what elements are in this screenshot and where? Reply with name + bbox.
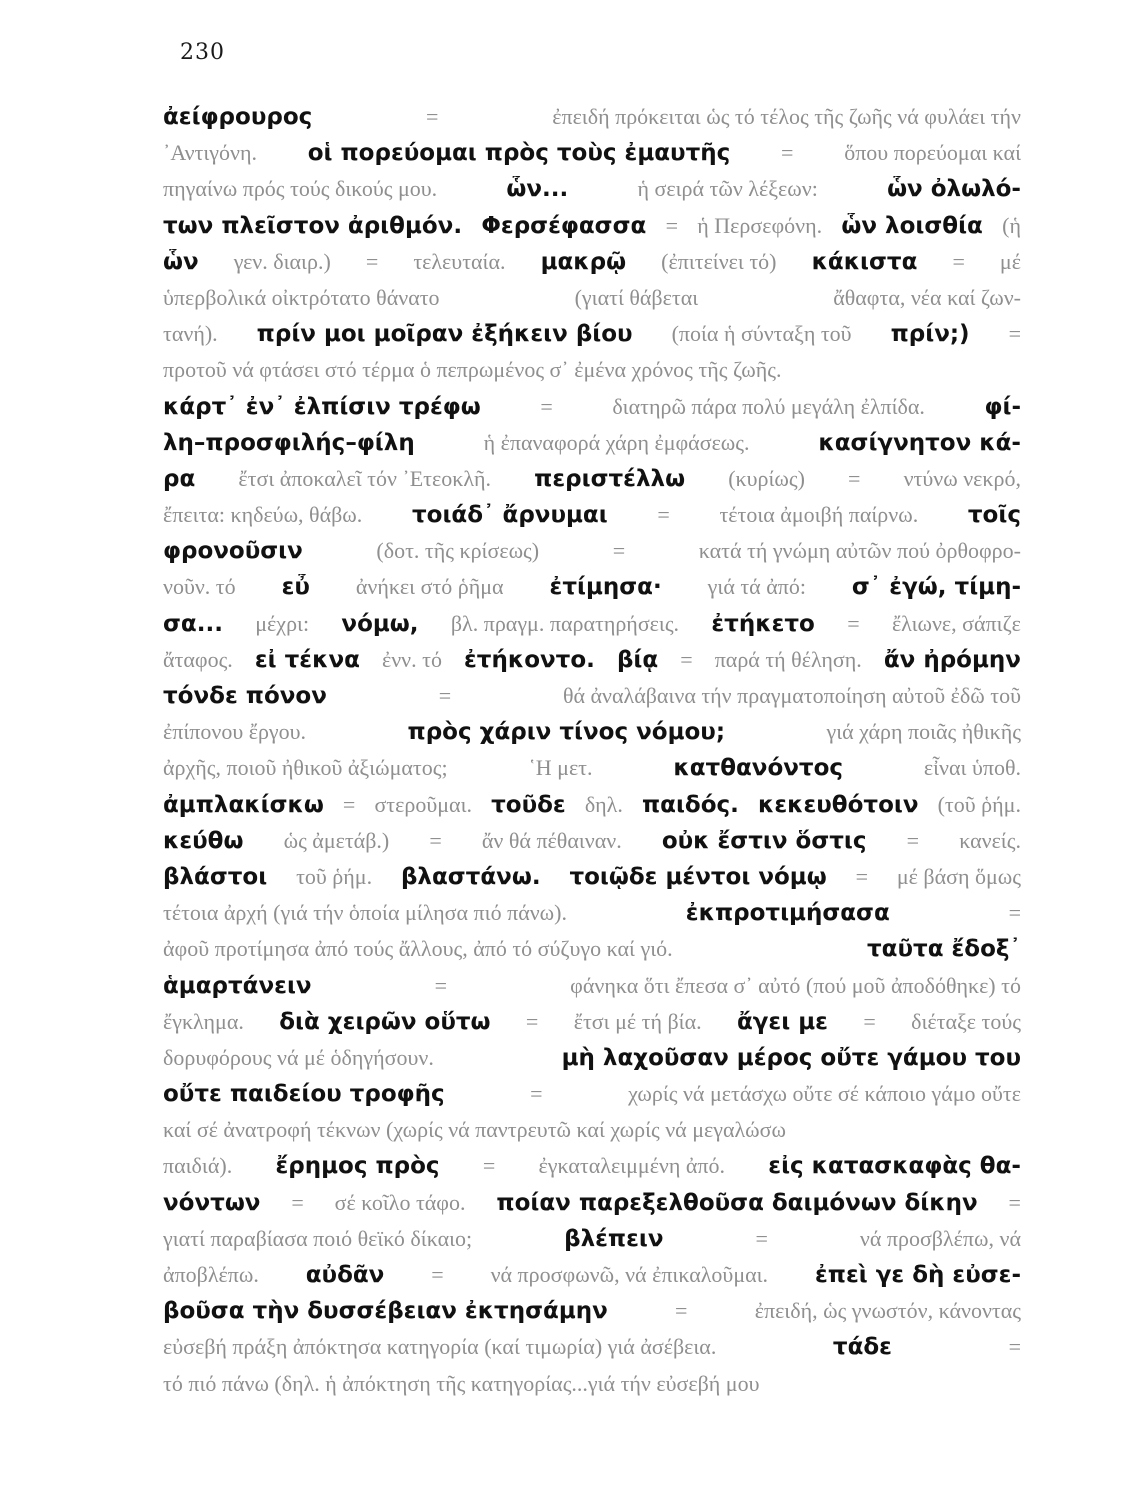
gloss-text: βλ. πραγμ. παρατηρήσεις.	[450, 610, 680, 636]
lemma-term: βλάστοι	[163, 863, 268, 890]
gloss-text: νά προσβλέπω, νά	[859, 1225, 1021, 1251]
gloss-text: τέτοια ἀρχή (γιά τήν ὁποία μίλησα πιό πάνω).	[163, 900, 567, 926]
gloss-text: ῾Η μετ.	[528, 755, 593, 781]
gloss-text: καί σέ ἀνατροφή τέκνων (χωρίς νά παντρευτῶ καί χωρίς νά μεγαλώσω	[163, 1117, 786, 1143]
gloss-text: ὡς ἀμετάβ.)	[283, 827, 390, 853]
gloss-text: μέ βάση ὅμως	[896, 863, 1021, 889]
text-line	[163, 1226, 1021, 1262]
gloss-text: ἐνν. τό	[381, 646, 442, 672]
gloss-text: γεν. διαιρ.)	[233, 248, 331, 274]
text-line	[163, 647, 1021, 683]
gloss-text: τανή).	[163, 321, 218, 347]
lemma-term: νόντων	[163, 1189, 261, 1216]
lemma-term: αὐδᾶν	[305, 1262, 385, 1288]
gloss-text: =	[434, 972, 448, 998]
gloss-text: ἄθαφτα, νέα καί ζων-	[833, 284, 1021, 310]
gloss-text: μέ	[999, 248, 1021, 274]
text-line	[163, 936, 1021, 972]
gloss-text: =	[755, 1225, 768, 1251]
lemma-term: Φερσέφασσα	[481, 212, 647, 239]
lemma-term: ποίαν παρεξελθοῦσα δαιμόνων δίκην	[496, 1189, 978, 1216]
gloss-text: =	[365, 248, 379, 274]
gloss-text: ὅπου πορεύομαι καί	[844, 140, 1021, 166]
gloss-text: =	[952, 248, 965, 274]
lemma-term: ἐτήκοντο.	[464, 646, 595, 673]
gloss-text: (τοῦ ῥήμ.	[937, 791, 1021, 817]
lemma-term: ὧν	[163, 248, 199, 275]
gloss-text: =	[530, 1081, 543, 1107]
gloss-text: δορυφόρους νά μέ ὁδηγήσουν.	[163, 1044, 434, 1070]
lemma-term: κατθανόντος	[673, 755, 844, 782]
gloss-text: =	[657, 502, 670, 528]
lemma-term: ἄν ἠρόμην	[883, 646, 1021, 673]
gloss-text: παρά τή θέληση.	[714, 646, 862, 672]
lemma-term: κάρτ᾿ ἐν᾿ ἐλπίσιν τρέφω	[163, 393, 481, 420]
lemma-term: λη–προσφιλής–φίλη	[163, 429, 415, 456]
gloss-text: χωρίς νά μετάσχω οὔτε σέ κάποιο γάμο οὔτε	[628, 1081, 1021, 1107]
text-line	[163, 104, 1021, 140]
text-line	[163, 466, 1021, 502]
gloss-text: (γιατί θάβεται	[574, 284, 699, 310]
gloss-text: εὐσεβή πράξη ἀπόκτησα κατηγορία (καί τιμωρία) γιά ἀσέβεια.	[163, 1334, 717, 1360]
gloss-text: (ἡ	[1002, 212, 1021, 238]
gloss-text: ὑπερβολικά οἰκτρότατο θάνατο	[163, 284, 440, 310]
text-line	[163, 574, 1021, 610]
lemma-term: κάκιστα	[811, 248, 918, 275]
lemma-term: ἐκπροτιμήσασα	[685, 900, 890, 927]
lemma-term: βοῦσα τὴν δυσσέβειαν ἐκτησάμην	[163, 1298, 608, 1325]
gloss-text: ἄταφος.	[163, 646, 233, 672]
text-line	[163, 140, 1021, 176]
lemma-term: βίᾳ	[616, 646, 659, 673]
gloss-text: =	[675, 1298, 688, 1324]
lemma-term: πρίν μοι μοῖραν ἐξήκειν βίου	[256, 321, 633, 348]
gloss-text: θά ἀναλάβαινα τήν πραγματοποίηση αὐτοῦ ἐδῶ τοῦ	[562, 683, 1021, 708]
text-line	[163, 357, 1021, 393]
lemma-term: ἐτήκετο	[711, 610, 815, 637]
gloss-text: δηλ.	[584, 791, 623, 817]
gloss-text: ἐπίπονου ἔργου.	[163, 719, 307, 745]
text-line	[163, 1153, 1021, 1189]
text-line	[163, 683, 1021, 719]
lemma-term: ἄγει με	[736, 1008, 828, 1035]
lemma-term: τοῦδε	[491, 791, 566, 818]
lemma-term: σα...	[163, 610, 223, 637]
gloss-text: ἀνήκει στό ῥῆμα	[355, 574, 504, 600]
lemma-term: εὖ	[281, 574, 310, 601]
gloss-text: ἐπειδή, ὡς γνωστόν, κάνοντας	[754, 1298, 1021, 1324]
lemma-term: ταῦτα ἔδοξ᾿	[867, 936, 1021, 963]
gloss-text: τοῦ ῥήμ.	[296, 863, 373, 889]
gloss-text: διέταξε τούς	[911, 1008, 1021, 1034]
lemma-term: οὔτε παιδείου τροφῆς	[163, 1081, 445, 1108]
lemma-term: φί-	[984, 393, 1021, 420]
lemma-term: εἰ τέκνα	[254, 646, 360, 673]
gloss-text: κατά τή γνώμη αὐτῶν πού ὀρθοφρο-	[698, 538, 1021, 564]
gloss-text: (κυρίως)	[728, 465, 805, 491]
gloss-text: =	[855, 863, 869, 889]
gloss-text: (ἐπιτείνει τό)	[661, 248, 777, 274]
gloss-text: =	[482, 1153, 496, 1179]
gloss-text: =	[612, 538, 626, 564]
text-line	[163, 394, 1021, 430]
lemma-term: κασίγνητον κά-	[818, 429, 1021, 456]
lemma-term: πρὸς χάριν τίνος νόμου;	[407, 719, 726, 746]
gloss-text: τό πιό πάνω (δηλ. ἡ ἀπόκτηση τῆς κατηγορίας...γιά τήν εὐσεβή μου	[163, 1370, 760, 1396]
lemma-term: εἰς κατασκαφὰς θα-	[768, 1153, 1021, 1180]
lemma-term: τόνδε πόνον	[163, 683, 327, 709]
gloss-text: ντύνω νεκρό,	[903, 465, 1021, 491]
text-line	[163, 864, 1021, 900]
page-number: 230	[180, 40, 225, 65]
text-line	[163, 430, 1021, 466]
lemma-term: τοιάδ᾿ ἄρνυμαι	[411, 502, 608, 529]
gloss-text: =	[1008, 900, 1021, 926]
lemma-term: τοῖς	[967, 502, 1021, 529]
text-line	[163, 1045, 1021, 1081]
lemma-term: ὧν ὀλωλό-	[887, 176, 1021, 203]
lemma-term: ἀμπλακίσκω	[163, 791, 324, 818]
lemma-term: ἐτίμησα·	[549, 574, 662, 601]
gloss-text: ἡ Περσεφόνη.	[697, 212, 823, 238]
gloss-text: =	[426, 104, 439, 129]
gloss-text: =	[342, 791, 356, 817]
lemma-term: ἐπεὶ γε δὴ εὐσε-	[814, 1262, 1021, 1288]
gloss-text: διατηρῶ πάρα πολύ μεγάλη ἐλπίδα.	[612, 393, 925, 419]
text-line	[163, 828, 1021, 864]
lemma-term: μακρῷ	[540, 248, 627, 275]
gloss-text: ἐγκαταλειμμένη ἀπό.	[538, 1153, 726, 1179]
gloss-text: =	[438, 683, 452, 708]
gloss-text: ἀποβλέπω.	[163, 1262, 259, 1287]
text-line	[163, 213, 1021, 249]
gloss-text: =	[429, 827, 442, 853]
text-line	[163, 611, 1021, 647]
gloss-text: φάνηκα ὅτι ἔπεσα σ᾿ αὐτό (πού μοῦ ἀποδόθηκε) τό	[570, 972, 1021, 998]
text-line	[163, 792, 1021, 828]
gloss-text: ἡ σειρά τῶν λέξεων:	[637, 176, 818, 202]
gloss-text: =	[1008, 1189, 1021, 1215]
gloss-text: νοῦν. τό	[163, 574, 236, 600]
gloss-text: =	[847, 610, 860, 636]
gloss-text: κανείς.	[959, 827, 1021, 853]
gloss-text: =	[1008, 1334, 1021, 1360]
lemma-term: ρα	[163, 465, 196, 492]
gloss-text: προτοῦ νά φτάσει στό τέρμα ὁ πεπρωμένος σ᾿ ἐμένα χρόνος τῆς ζωῆς.	[163, 357, 782, 383]
lemma-term: φρονοῦσιν	[163, 538, 303, 565]
text-line	[163, 1117, 1021, 1153]
gloss-text: ἔγκλημα.	[163, 1008, 244, 1034]
gloss-text: παιδιά).	[163, 1153, 233, 1179]
text-line	[163, 900, 1021, 936]
gloss-text: εἶναι ὑποθ.	[923, 755, 1021, 781]
gloss-text: ἔπειτα: κηδεύω, θάβω.	[163, 502, 363, 528]
gloss-text: γιά τά ἀπό:	[707, 574, 806, 600]
lemma-term: κεύθω	[163, 827, 244, 854]
gloss-text: =	[291, 1189, 304, 1215]
gloss-text: ἄν θά πέθαιναν.	[481, 827, 622, 853]
gloss-text: (δοτ. τῆς κρίσεως)	[376, 538, 540, 564]
text-line	[163, 1009, 1021, 1045]
lemma-term: τάδε	[832, 1334, 892, 1361]
gloss-text: τελευταία.	[413, 248, 506, 274]
text-line	[163, 1334, 1021, 1370]
commentary-text	[163, 104, 1021, 1407]
lemma-term: κεκευθότοιν	[757, 791, 919, 818]
lemma-term: πρίν;)	[890, 321, 970, 348]
gloss-text: =	[848, 465, 861, 491]
gloss-text: νά προσφωνῶ, νά ἐπικαλοῦμαι.	[490, 1262, 769, 1287]
text-line	[163, 1371, 1021, 1407]
text-line	[163, 176, 1021, 212]
lemma-term: νόμω,	[341, 610, 419, 637]
gloss-text: ἐπειδή πρόκειται ὡς τό τέλος τῆς ζωῆς νά φυλάει τήν	[552, 104, 1021, 129]
lemma-term: οὐκ ἔστιν ὅστις	[661, 827, 867, 854]
lemma-term: μὴ λαχοῦσαν μέρος οὔτε γάμου του	[561, 1044, 1021, 1071]
text-line	[163, 1081, 1021, 1117]
gloss-text: =	[1008, 321, 1021, 347]
gloss-text: =	[540, 393, 553, 419]
text-line	[163, 285, 1021, 321]
lemma-term: ὧν λοισθία	[841, 212, 983, 239]
gloss-text: ἔτσι μέ τή βία.	[573, 1008, 702, 1034]
gloss-text: =	[431, 1262, 444, 1287]
lemma-term: των πλεῖστον ἀριθμόν.	[163, 212, 463, 239]
lemma-term: ὧν...	[506, 176, 569, 203]
text-line	[163, 1298, 1021, 1334]
lemma-term: ἁμαρτάνειν	[163, 972, 312, 999]
text-line	[163, 719, 1021, 755]
text-line	[163, 1262, 1021, 1298]
lemma-term: ἔρημος πρὸς	[275, 1153, 440, 1180]
gloss-text: ἔλιωνε, σάπιζε	[891, 610, 1021, 636]
gloss-text: =	[680, 646, 693, 672]
lemma-term: περιστέλλω	[534, 465, 686, 492]
text-line	[163, 321, 1021, 357]
gloss-text: =	[525, 1008, 539, 1034]
gloss-text: =	[906, 827, 920, 853]
gloss-text: ἔτσι ἀποκαλεῖ τόν ᾿Ετεοκλῆ.	[238, 465, 492, 491]
gloss-text: (ποία ἡ σύνταξη τοῦ	[671, 321, 852, 347]
gloss-text: ἡ ἐπαναφορά χάρη ἐμφάσεως.	[483, 429, 750, 455]
lemma-term: τοιῷδε μέντοι νόμῳ	[569, 863, 827, 890]
lemma-term: ἀείφρουρος	[163, 104, 313, 130]
gloss-text: =	[863, 1008, 876, 1034]
gloss-text: πηγαίνω πρός τούς δικούς μου.	[163, 176, 438, 202]
lemma-term: βλαστάνω.	[400, 863, 541, 890]
gloss-text: ᾿Αντιγόνη.	[163, 140, 257, 166]
gloss-text: ἀφοῦ προτίμησα ἀπό τούς ἄλλους, ἀπό τό σύζυγο καί γιό.	[163, 936, 673, 962]
text-line	[163, 538, 1021, 574]
text-line	[163, 502, 1021, 538]
lemma-term: σ᾿ ἐγώ, τίμη-	[851, 574, 1021, 601]
text-line	[163, 249, 1021, 285]
gloss-text: τέτοια ἀμοιβή παίρνω.	[719, 502, 919, 528]
lemma-term: παιδός.	[641, 791, 739, 818]
gloss-text: =	[665, 212, 678, 238]
text-line	[163, 973, 1021, 1009]
lemma-term: οἱ πορεύομαι πρὸς τοὺς ἐμαυτῆς	[307, 140, 731, 167]
lemma-term: βλέπειν	[564, 1225, 664, 1252]
gloss-text: στεροῦμαι.	[374, 791, 472, 817]
lemma-term: διὰ χειρῶν οὕτω	[279, 1008, 491, 1035]
gloss-text: ἀρχῆς, ποιοῦ ἠθικοῦ ἀξιώματος;	[163, 755, 448, 781]
gloss-text: σέ κοῖλο τάφο.	[334, 1189, 466, 1215]
gloss-text: μέχρι:	[255, 610, 310, 636]
gloss-text: γιά χάρη ποιᾶς ἠθικῆς	[826, 719, 1021, 745]
gloss-text: γιατί παραβίασα ποιό θεϊκό δίκαιο;	[163, 1225, 473, 1251]
gloss-text: =	[781, 140, 794, 166]
text-line	[163, 755, 1021, 791]
text-line	[163, 1190, 1021, 1226]
